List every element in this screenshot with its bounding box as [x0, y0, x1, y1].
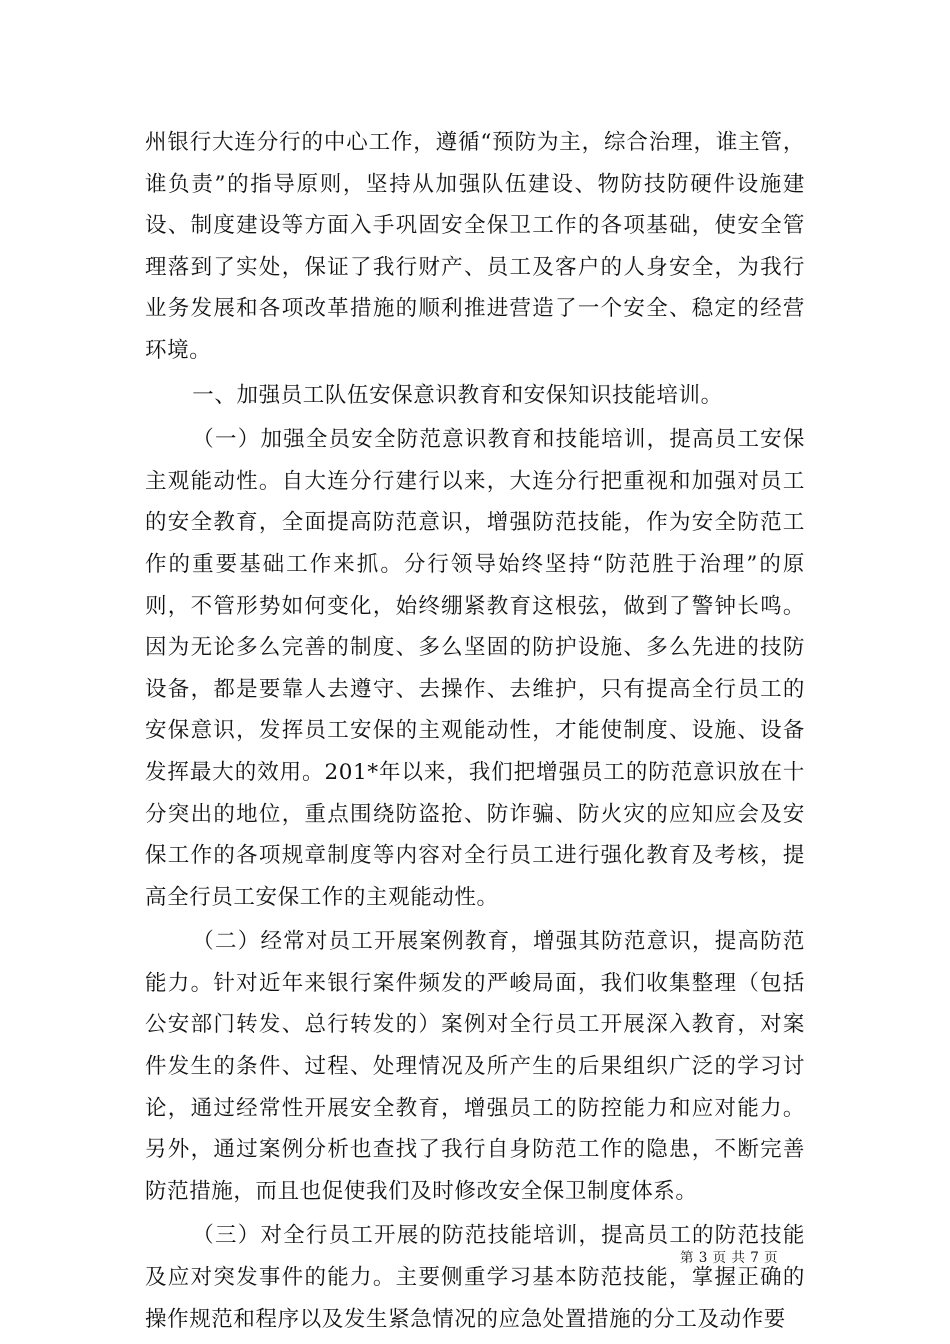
page-number-footer: 第 3 页 共 7 页 [680, 1250, 779, 1266]
document-body [145, 122, 805, 1340]
paragraph-item-three: （三）对全行员工开展的防范技能培训，提高员工的防范技能及应对突发事件的能力。主要侧重学习基本防范技能，掌握正确的操作规范和程序以及发生紧急情况的应急处置措施的分工及动作要 [145, 1223, 805, 1332]
paragraph-item-one: （一）加强全员安全防范意识教育和技能培训，提高员工安保主观能动性。自大连分行建行以来，大连分行把重视和加强对员工的安全教育，全面提高防范意识，增强防范技能，作为安全防范工作的重要基础工作来抓。分行领导始终坚持“防范胜于治理”的原则，不管形势如何变化，始终绷紧教育这根弦，做到了警钟长鸣。因为无论多么完善的制度、多么坚固的防护设施、多么先进的技防设备，都是要靠人去遵守、去操作、去维护，只有提高全行员工的安保意识，发挥员工安保的主观能动性，才能使制度、设施、设备发挥最大的效用。201*年以来，我们把增强员工的防范意识放在十分突出的地位，重点围绕防盗抢、防诈骗、防火灾的应知应会及安保工作的各项规章制度等内容对全行员工进行强化教育及考核，提高全行员工安保工作的主观能动性。 [145, 427, 805, 910]
paragraph-item-two: （二）经常对员工开展案例教育，增强其防范意识，提高防范能力。针对近年来银行案件频发的严峻局面，我们收集整理（包括公安部门转发、总行转发的）案例对全行员工开展深入教育，对案件发生的条件、过程、处理情况及所产生的后果组织广泛的学习讨论，通过经常性开展安全教育，增强员工的防控能力和应对能力。另外，通过案例分析也查找了我行自身防范工作的隐患，不断完善防范措施，而且也促使我们及时修改安全保卫制度体系。 [145, 929, 805, 1204]
paragraph-continuation: 州银行大连分行的中心工作，遵循“预防为主，综合治理，谁主管，谁负责”的指导原则，坚持从加强队伍建设、物防技防硬件设施建设、制度建设等方面入手巩固安全保卫工作的各项基础，使安全管理落到了实处，保证了我行财产、员工及客户的人身安全，为我行业务发展和各项改革措施的顺利推进营造了一个安全、稳定的经营环境。 [145, 130, 805, 363]
section-heading-one: 一、加强员工队伍安保意识教育和安保知识技能培训。 [192, 382, 723, 408]
